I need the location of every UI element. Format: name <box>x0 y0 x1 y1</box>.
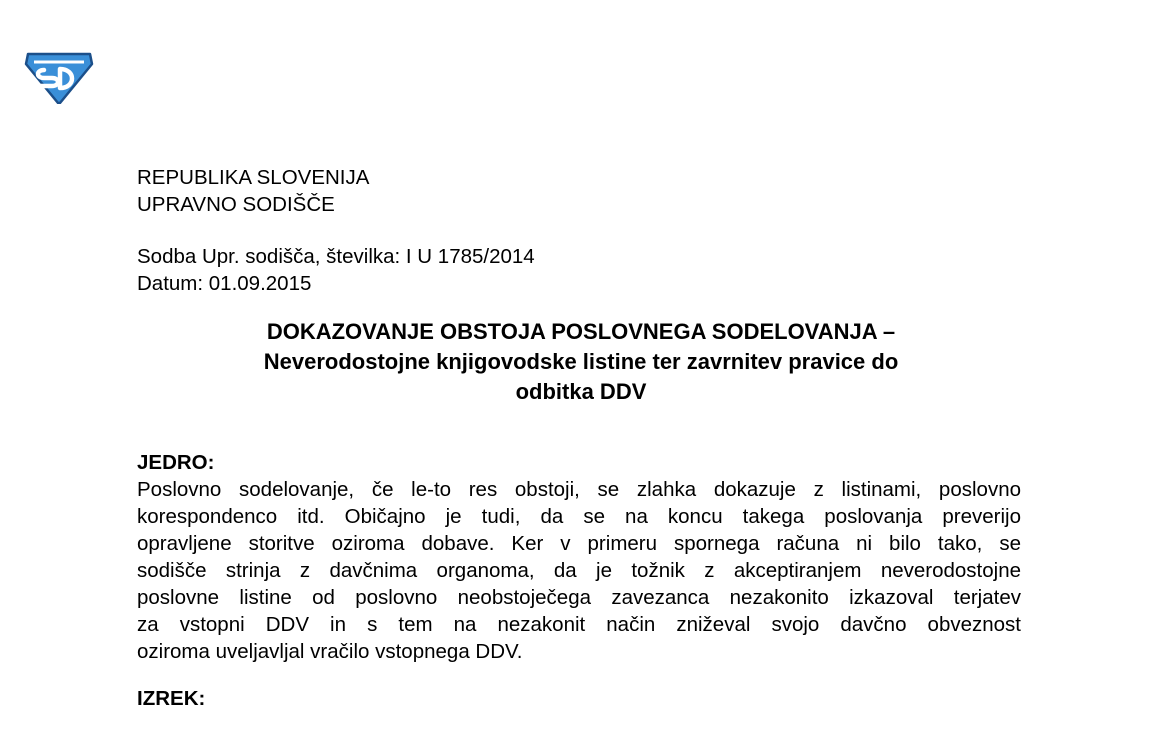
jedro-line: Poslovno sodelovanje, če le-to res obstoji, se zlahka dokazuje z listinami, poslovno <box>137 478 1021 501</box>
case-date: Datum: 01.09.2015 <box>137 272 312 295</box>
sodisce-logo-icon <box>22 48 96 104</box>
jedro-line: za vstopni DDV in s tem na nezakonit način zniževal svojo davčno obveznost <box>137 613 1021 636</box>
jedro-line: poslovne listine od poslovno neobstoječega zavezanca nezakonito izkazoval terjatev <box>137 586 1021 609</box>
jedro-paragraph <box>137 476 1021 665</box>
court-logo <box>22 48 96 104</box>
case-reference: Sodba Upr. sodišča, številka: I U 1785/2014 <box>137 245 535 268</box>
jedro-line: sodišče strinja z davčnima organoma, da je tožnik z akceptiranjem neverodostojne <box>137 559 1021 582</box>
country-header: REPUBLIKA SLOVENIJA <box>137 166 370 189</box>
document-body <box>137 164 1021 712</box>
izrek-label: IZREK: <box>137 687 206 710</box>
title-line-1: DOKAZOVANJE OBSTOJA POSLOVNEGA SODELOVANJA – <box>266 319 896 344</box>
title-line-3: odbitka DDV <box>515 379 647 404</box>
jedro-line: oziroma uveljavljal vračilo vstopnega DDV. <box>137 640 523 663</box>
jedro-label: JEDRO: <box>137 451 215 474</box>
document-title <box>137 317 1021 407</box>
title-line-2: Neverodostojne knjigovodske listine ter zavrnitev pravice do <box>263 349 899 374</box>
jedro-line: korespondenco itd. Običajno je tudi, da se na koncu takega poslovanja preverijo <box>137 505 1021 528</box>
jedro-line: opravljene storitve oziroma dobave. Ker v primeru spornega računa ni bilo tako, se <box>137 532 1021 555</box>
court-header: UPRAVNO SODIŠČE <box>137 193 335 216</box>
